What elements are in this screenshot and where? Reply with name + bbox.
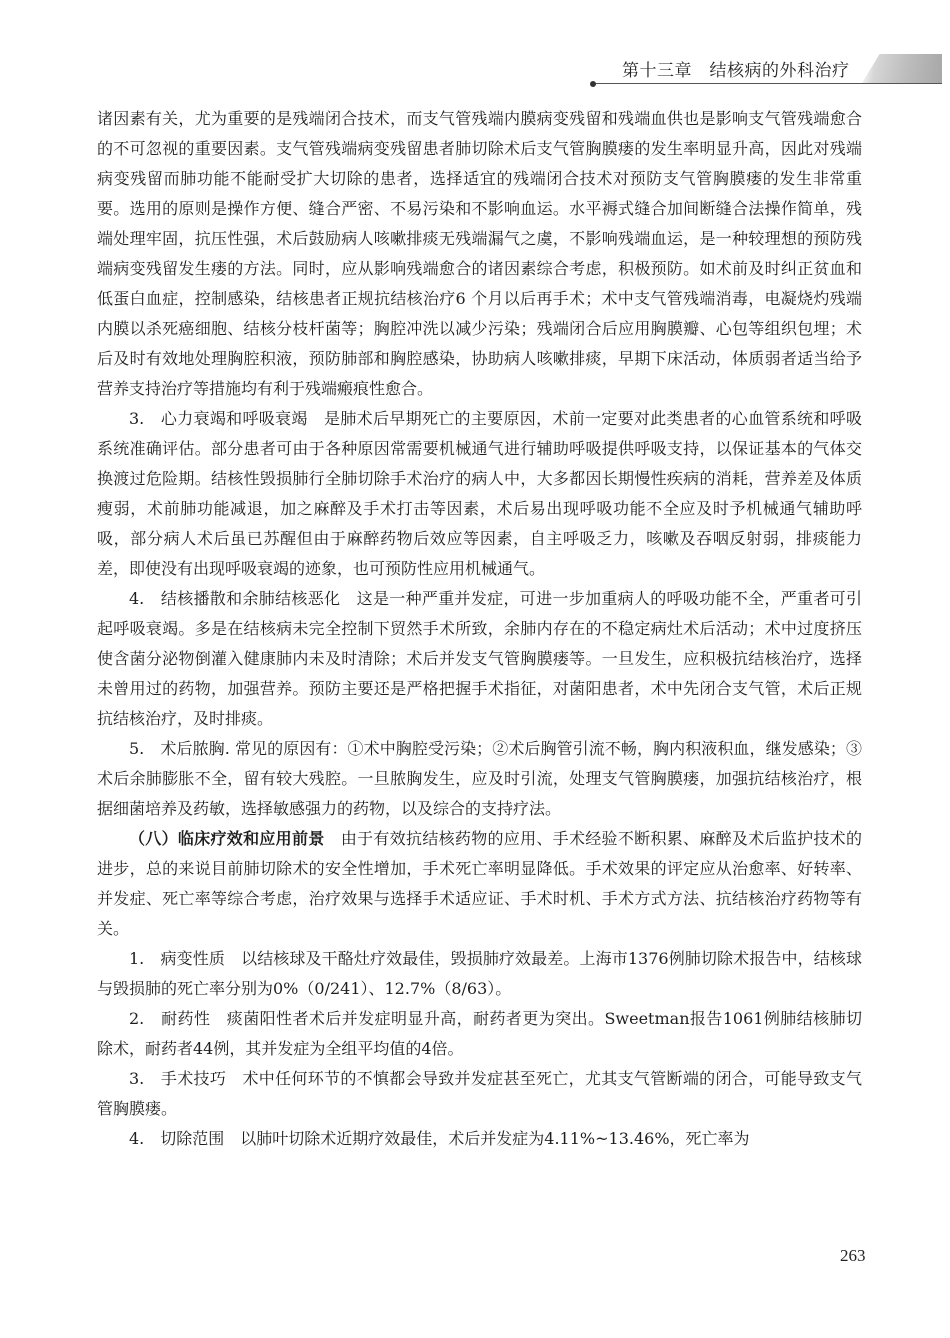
- paragraph-text: 痰菌阳性者术后并发症明显升高，耐药者更为突出。Sweetman报告1061例肺结核肺切除术，耐药者44例，其并发症为全组平均值的4倍。: [97, 1009, 862, 1058]
- header-dot: [590, 81, 596, 87]
- paragraph-text: 术中任何环节的不慎都会导致并发症甚至死亡，尤其支气管断端的闭合，可能导致支气管胸膜瘘。: [97, 1069, 862, 1118]
- paragraph-lead: 4. 结核播散和余肺结核恶化: [129, 589, 357, 608]
- paragraph-text: 由于有效抗结核药物的应用、手术经验不断积累、麻醉及术后监护技术的进步，总的来说目前肺切除术的安全性增加，手术死亡率明显降低。手术效果的评定应从治愈率、好转率、并发症、死亡率等综合考虑，治疗效果与选择手术适应证、手术时机、手术方式方法、抗结核治疗药物等有关。: [97, 829, 862, 938]
- paragraph-6: [97, 944, 862, 1004]
- paragraph-8: [97, 1064, 862, 1124]
- paragraph-text: 诸因素有关，尤为重要的是残端闭合技术，而支气管残端内膜病变残留和残端血供也是影响支气管残端愈合的不可忽视的重要因素。支气管残端病变残留患者肺切除术后支气管胸膜瘘的发生率明显升高，因此对残端病变残留而肺功能不能耐受扩大切除的患者，选择适宜的残端闭合技术对预防支气管胸膜瘘的发生非常重要。选用的原则是操作方便、缝合严密、不易污染和不影响血运。水平褥式缝合加间断缝合法操作简单，残端处理牢固，抗压性强，术后鼓励病人咳嗽排痰无残端漏气之虞，不影响残端血运，是一种较理想的预防残端病变残留发生瘘的方法。同时，应从影响残端愈合的诸因素综合考虑，积极预防。如术前及时纠正贫血和低蛋白血症，控制感染，结核患者正规抗结核治疗6 个月以后再手术；术中支气管残端消毒，电凝烧灼残端内膜以杀死癌细胞、结核分枝杆菌等；胸腔冲洗以减少污染；残端闭合后应用胸膜瓣、心包等组织包埋；术后及时有效地处理胸腔积液，预防肺部和胸腔感染，协助病人咳嗽排痰，早期下床活动，体质弱者适当给予营养支持治疗等措施均有利于残端瘢痕性愈合。: [97, 109, 862, 398]
- paragraph-7: [97, 1004, 862, 1064]
- body-text: [97, 104, 862, 1154]
- paragraph-4: [97, 734, 862, 824]
- paragraph-text: 以肺叶切除术近期疗效最佳，术后并发症为4.11%~13.46%，死亡率为: [240, 1129, 750, 1148]
- paragraph-text: . 常见的原因有：①术中胸腔受污染；②术后胸管引流不畅，胸内积液积血，继发感染；③术后余肺膨胀不全，留有较大残腔。一旦脓胸发生，应及时引流，处理支气管胸膜瘘，加强抗结核治疗，根据细菌培养及药敏，选择敏感强力的药物，以及综合的支持疗法。: [97, 739, 862, 818]
- paragraph-lead: 5. 术后脓胸: [129, 739, 225, 758]
- section-heading: （八）临床疗效和应用前景: [129, 829, 341, 848]
- header-gradient-band: [862, 54, 942, 83]
- chapter-title: 第十三章 结核病的外科治疗: [622, 61, 850, 81]
- paragraph-2: [97, 404, 862, 584]
- page-number: 263: [840, 1246, 866, 1265]
- paragraph-lead: 4. 切除范围: [129, 1129, 241, 1148]
- paragraph-lead: 3. 心力衰竭和呼吸衰竭: [129, 409, 325, 428]
- paragraph-text: 是肺术后早期死亡的主要原因，术前一定要对此类患者的心血管系统和呼吸系统准确评估。部分患者可由于各种原因常需要机械通气进行辅助呼吸提供呼吸支持，以保证基本的气体交换渡过危险期。结核性毁损肺行全肺切除手术治疗的病人中，大多都因长期慢性疾病的消耗，营养差及体质瘦弱，术前肺功能减退，加之麻醉及手术打击等因素，术后易出现呼吸功能不全应及时予机械通气辅助呼吸，部分病人术后虽已苏醒但由于麻醉药物后效应等因素，自主呼吸乏力，咳嗽及吞咽反射弱，排痰能力差，即使没有出现呼吸衰竭的迹象，也可预防性应用机械通气。: [97, 409, 862, 578]
- paragraph-3: [97, 584, 862, 734]
- paragraph-9: [97, 1124, 862, 1154]
- header-rule: [594, 83, 942, 84]
- paragraph-lead: 1. 病变性质: [129, 949, 242, 968]
- paragraph-1: [97, 104, 862, 404]
- paragraph-5: [97, 824, 862, 944]
- paragraph-text: 以结核球及干酪灶疗效最佳，毁损肺疗效最差。上海市1376例肺切除术报告中，结核球与毁损肺的死亡率分别为0%（0/241）、12.7%（8/63）。: [97, 949, 862, 998]
- paragraph-text: 这是一种严重并发症，可进一步加重病人的呼吸功能不全，严重者可引起呼吸衰竭。多是在结核病未完全控制下贸然手术所致，余肺内存在的不稳定病灶术后活动；术中过度挤压使含菌分泌物倒灌入健康肺内未及时清除；术后并发支气管胸膜瘘等。一旦发生，应积极抗结核治疗，选择未曾用过的药物，加强营养。预防主要还是严格把握手术指征，对菌阳患者，术中先闭合支气管，术后正规抗结核治疗，及时排痰。: [97, 589, 862, 728]
- paragraph-lead: 2. 耐药性: [129, 1009, 227, 1028]
- running-header: [590, 52, 942, 86]
- paragraph-lead: 3. 手术技巧: [129, 1069, 243, 1088]
